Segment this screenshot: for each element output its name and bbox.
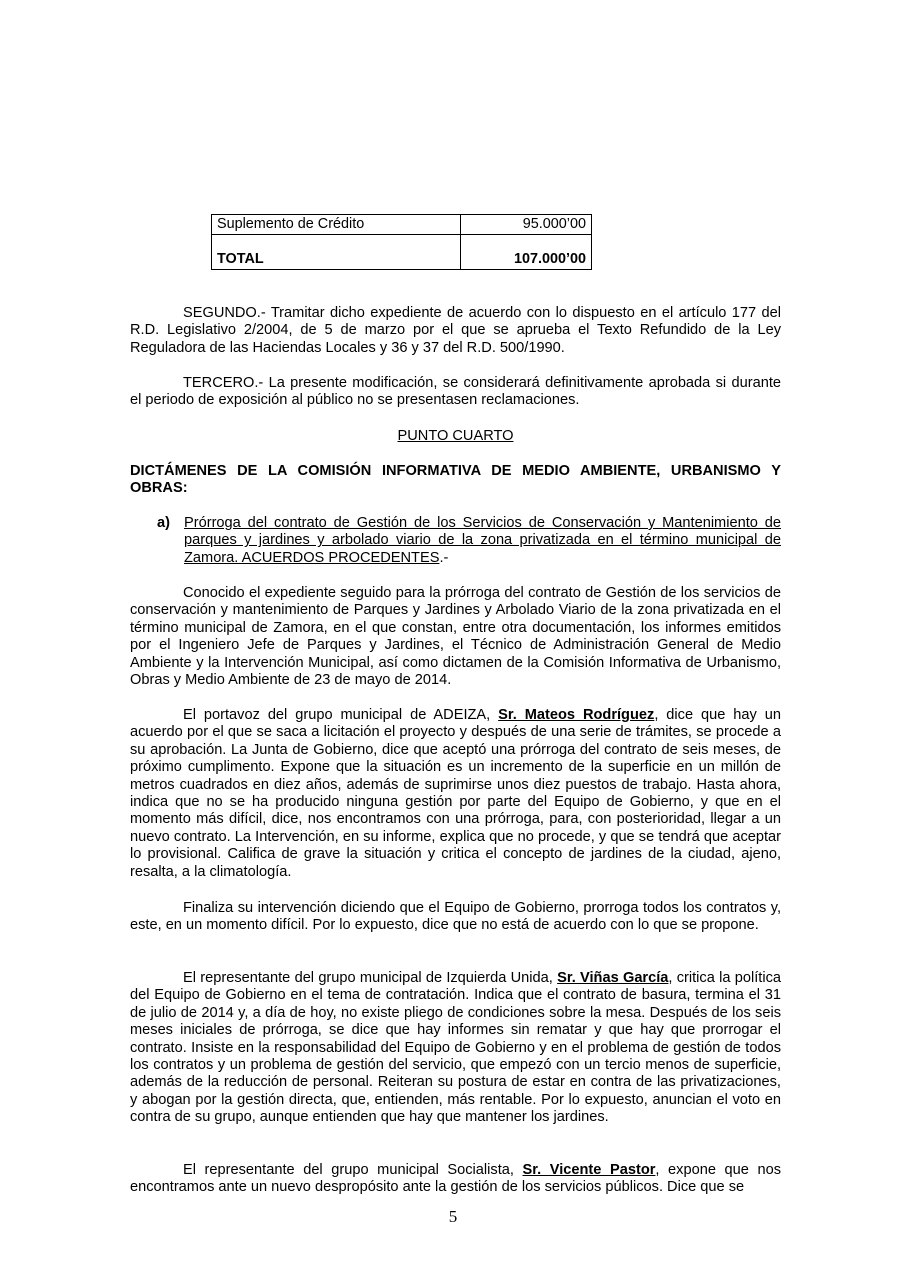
row-amount: 95.000’00: [461, 215, 592, 235]
item-suffix: .-: [439, 549, 449, 566]
paragraph-socialista: [130, 1162, 781, 1197]
speaker-name: Sr. Mateos Rodríguez: [498, 707, 655, 723]
row-label: Suplemento de Crédito: [212, 215, 461, 235]
paragraph-tercero: TERCERO.- La presente modificación, se considerará definitivamente aprobada si durante el periodo de exposición al público no se presentasen reclamaciones.: [130, 375, 781, 409]
section-heading: [130, 428, 781, 445]
item-title: Prórroga del contrato de Gestión de los Servicios de Conservación y Mantenimiento de parques y jardines y arbolado viario de la zona privatizada en el término municipal de Zamora. ACUERDOS PROCEDENTES: [184, 515, 781, 566]
speaker-name: Sr. Viñas García: [557, 970, 669, 986]
agenda-item-a: [157, 515, 781, 567]
total-amount: 107.000’00: [461, 235, 592, 270]
paragraph-segundo: SEGUNDO.- Tramitar dicho expediente de acuerdo con lo dispuesto en el artículo 177 del R.D. Legislativo 2/2004, de 5 de marzo por el que se aprueba el Texto Refundido de la Ley Reguladora de las Haciendas Locales y 36 y 37 del R.D. 500/1990.: [130, 305, 781, 356]
table-row-total: [212, 235, 592, 270]
text-before: El portavoz del grupo municipal de ADEIZA,: [183, 707, 499, 723]
paragraph-conocido: Conocido el expediente seguido para la prórroga del contrato de Gestión de los servicios de conservación y mantenimiento de Parques y Jardines y Arbolado Viario de la zona privatizada en el término municipal de Zamora, en el que constan, entre otra documentación, los informes emitidos por el Ingeniero Jefe de Parques y Jardines, el Técnico de Administración General de Medio Ambiente y la Intervención Municipal, así como dictamen de la Comisión Informativa de Urbanismo, Obras y Medio Ambiente de 23 de mayo de 2014.: [130, 585, 781, 689]
text-after: , expone que nos encontramos ante un nuevo despropósito ante la gestión de los servicios públicos. Dice que se: [130, 1162, 781, 1196]
budget-table: [211, 214, 592, 270]
text-after: , dice que hay un acuerdo por el que se saca a licitación el proyecto y después de una serie de trámites, se procede a su aprobación. La Junta de Gobierno, dice que aceptó una prórroga del contrato de seis meses, de próximo cumplimento. Expone que la situación es un incremento de la superficie en un millón de metros cuadrados en diez años, además de suprimirse unos diez puestos de trabajo. Hasta ahora, indica que no se ha producido ninguna gestión por parte del Equipo de Gobierno, y que en el momento más difícil, dice, nos encontramos con una prórroga, para, con posterioridad, llegar a un nuevo contrato. La Intervención, en su informe, explica que no procede, y que se tendrá que aceptar lo provisional. Califica de grave la situación y critica el concepto de jardines de la ciudad, ajeno, resalta, a la climatología.: [130, 707, 781, 880]
paragraph-finaliza: Finaliza su intervención diciendo que el Equipo de Gobierno, prorroga todos los contratos y, este, en un momento difícil. Por lo expuesto, dice que no está de acuerdo con lo que se propone.: [130, 900, 781, 934]
paragraph-izquierda-unida: [130, 970, 781, 1127]
text-before: El representante del grupo municipal de Izquierda Unida,: [183, 970, 558, 986]
table-row: [212, 215, 592, 235]
item-title-block: [184, 515, 781, 567]
paragraph-portavoz: [130, 707, 781, 881]
dictamenes-heading: DICTÁMENES DE LA COMISIÓN INFORMATIVA DE MEDIO AMBIENTE, URBANISMO Y OBRAS:: [130, 463, 781, 497]
total-label: TOTAL: [212, 235, 461, 270]
punto-heading: PUNTO CUARTO: [397, 428, 514, 444]
text-before: El representante del grupo municipal Socialista,: [183, 1162, 523, 1178]
speaker-name: Sr. Vicente Pastor: [522, 1162, 656, 1178]
text-after: , critica la política del Equipo de Gobierno en el tema de contratación. Indica que el contrato de basura, termina el 31 de julio de 2014 y, a día de hoy, no existe pliego de condiciones sobre la mesa. Después de los seis meses iniciales de prórroga, se dice que hay informes sin rematar y que hay que prorrogar el contrato. Insiste en la responsabilidad del Equipo de Gobierno y en el problema de gestión de todos los contratos y un problema de gestión del servicio, que empezó con un tercio menos de superficie, además de la reducción de personal. Reiteran su postura de estar en contra de las privatizaciones, y abogan por la gestión directa, que, entienden, más rentable. Por lo expuesto, anuncian el voto en contra de su grupo, aunque entienden que hay que mantener los jardines.: [130, 970, 781, 1126]
item-letter: a): [157, 515, 170, 531]
page-number: 5: [448, 1207, 458, 1226]
